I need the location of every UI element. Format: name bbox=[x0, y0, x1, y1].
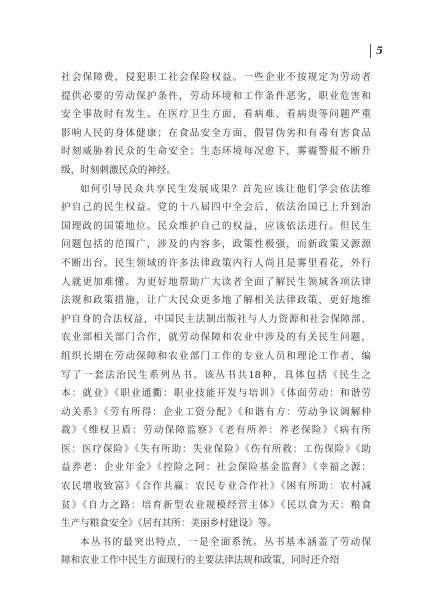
text-line: 提供必要的劳动保护条件，劳动环境和工作条件恶劣，职业危害和 bbox=[61, 90, 371, 102]
text-line: 国理政的国策地位。民众维护自己的权益，应该依法进行。但民生 bbox=[61, 220, 371, 232]
text-line: 法规和政策措施，让广大民众更多地了解相关法律政策，更好地维 bbox=[61, 295, 371, 307]
text-line: 护自身的合法权益，中国民主法制出版社与人力资源和社会保障部、 bbox=[61, 313, 371, 325]
text-line: 裁》《维权卫盾：劳动保障监察》《老有所养：养老保险》《病有所 bbox=[61, 425, 371, 437]
text-line: 生产与粮食安全》《居有其所：美丽乡村建设》等。 bbox=[61, 518, 277, 530]
text-line: 问题包括的范围广，涉及的内容多，政策性极强，而新政策又源源 bbox=[61, 239, 371, 251]
text-line: 时刻威胁着民众的生命安全；生态环境每况愈下，雾霾警报不断升 bbox=[61, 146, 371, 158]
text-line: 农业部相关部门合作，就劳动保障和农业中涉及的有关民生问题， bbox=[61, 332, 371, 344]
paragraph bbox=[61, 69, 371, 181]
text-line: 护自己的民生权益。党的十八届四中全会后，依法治国已上升到治 bbox=[61, 202, 371, 214]
page-number: 5 bbox=[376, 46, 383, 57]
header-rule bbox=[370, 44, 371, 58]
text-line: 人就更加难懂。为更好地帮助广大读者全面了解民生领域各项法律 bbox=[61, 276, 371, 288]
paragraph bbox=[61, 181, 371, 534]
text-line: 如何引导民众共享民生发展成果？首先应该让他们学会依法维 bbox=[80, 183, 371, 195]
body-text bbox=[61, 69, 371, 571]
text-line: 农民增收致富》《合作共赢：农民专业合作社》《困有所助：农村减 bbox=[61, 481, 371, 493]
text-line: 写了一套法治民生系列丛书。该丛书共18种，具体包括《民生之 bbox=[61, 369, 371, 381]
text-line: 益养老：企业年金》《控险之阿：社会保险基金监督》《幸福之源： bbox=[61, 462, 371, 474]
text-line: 社会保障费，侵犯职工社会保险权益。一些企业不按规定为劳动者 bbox=[61, 72, 371, 83]
text-line: 本丛书的最突出特点，一是全面系统。丛书基本涵盖了劳动保 bbox=[80, 536, 371, 548]
text-line: 贫》《自力之路：培育新型农业规模经营主体》《民以食为天：粮食 bbox=[61, 499, 371, 511]
text-line: 安全事故时有发生。在医疗卫生方面，看病难、看病贵等问题严重 bbox=[61, 109, 371, 121]
text-line: 不断出台。民生领域的许多法律政策内行人尚且是雾里看花，外行 bbox=[61, 257, 371, 269]
text-line: 影响人民的身体健康；在食品安全方面，假冒伪劣和有毒有害食品 bbox=[61, 127, 371, 139]
paragraph bbox=[61, 534, 371, 571]
text-line: 本：就业》《职业通衢：职业技能开发与培训》《体面劳动：和谐劳 bbox=[61, 388, 371, 400]
text-line: 障和农业工作中民生方面现行的主要法律法规和政策，同时还介绍 bbox=[61, 555, 340, 567]
text-line: 动关系》《劳有所得：企业工资分配》《和谐有方：劳动争议调解仲 bbox=[61, 406, 371, 418]
text-line: 组织长期在劳动保障和农业部门工作的专业人员和理论工作者，编 bbox=[61, 350, 371, 362]
text-line: 级，时刻刺激民众的神经。 bbox=[61, 164, 177, 176]
text-line: 医：医疗保险》《失有所助：失业保险》《伤有所救：工伤保险》《助 bbox=[61, 443, 371, 455]
